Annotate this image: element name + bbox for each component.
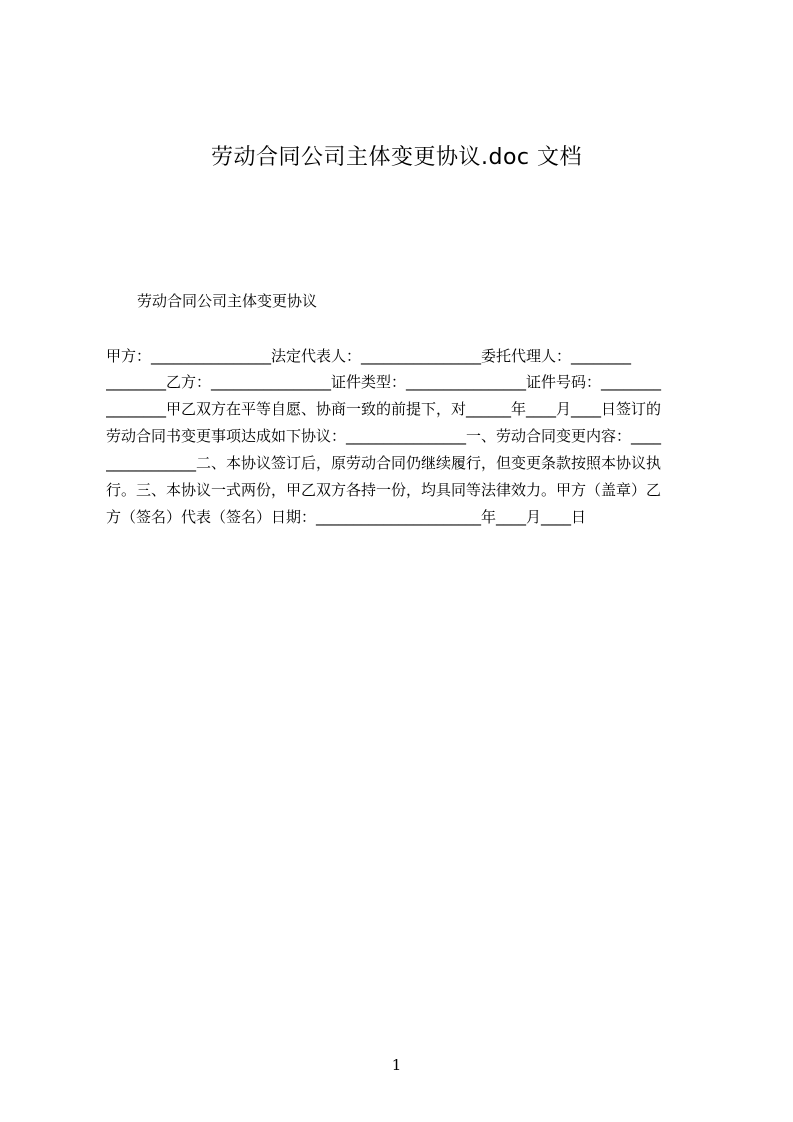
body-line: ________乙方：________________证件类型：________________证件号码：________ <box>106 373 662 391</box>
body-line: ____________二、本协议签订后，原劳动合同仍继续履行，但变更条款按照本协议执 <box>106 454 662 472</box>
body-line: 方（签名）代表（签名）日期：______________________年____月____日 <box>106 508 587 526</box>
page-number: 1 <box>391 1056 402 1074</box>
body-line: 劳动合同书变更事项达成如下协议：________________一、劳动合同变更内容：____ <box>106 427 662 445</box>
sub-heading: 劳动合同公司主体变更协议 <box>137 292 318 310</box>
body-line: ________甲乙双方在平等自愿、协商一致的前提下，对______年____月____日签订的 <box>106 400 662 418</box>
body-line: 甲方：________________法定代表人：________________委托代理人：________ <box>106 347 632 365</box>
body-line: 行。三、本协议一式两份，甲乙双方各持一份，均具同等法律效力。甲方（盖章）乙 <box>106 481 662 499</box>
page-title: 劳动合同公司主体变更协议.doc 文档 <box>210 145 582 170</box>
